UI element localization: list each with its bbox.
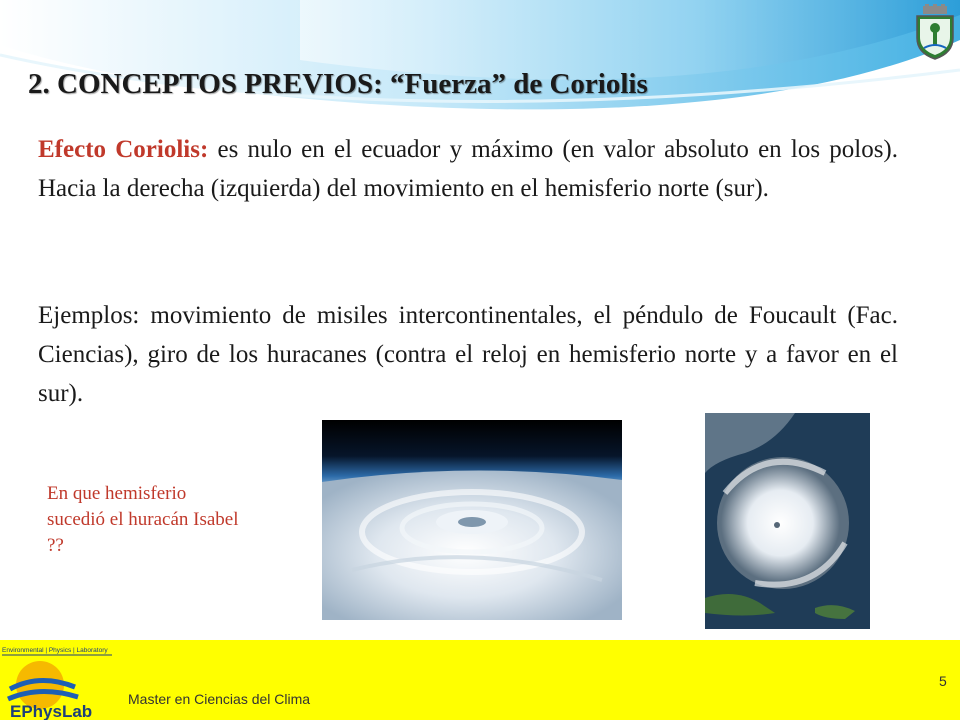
logo-top-text: Environmental | Physics | Laboratory [2,647,108,654]
examples-paragraph: Ejemplos: movimiento de misiles intercontinentales, el péndulo de Foucault (Fac. Ciencias), giro de los huracanes (contra el reloj en hemisferio norte y a favor en el sur). [38,302,898,407]
footer-course-text: Master en Ciencias del Clima [128,691,311,707]
page-number: 5 [939,673,947,689]
ephyslab-logo [0,643,130,720]
crest-icon [914,4,956,60]
logo-name: EPhysLab [10,702,93,720]
slide-title: 2. CONCEPTOS PREVIOS: “Fuerza” de Coriolis [28,68,648,100]
coriolis-definition-paragraph [38,130,898,208]
hurricane-eye-from-space-photo [322,420,622,620]
hurricane-isabel-satellite-photo [705,413,870,629]
coriolis-definition-text: es nulo en el ecuador y máximo (en valor absoluto en los polos). Hacia la derecha (izquierda) del movimiento en el hemisferio norte (sur). [38,136,899,202]
footer-bar [0,640,960,720]
hurricane-question: En que hemisferio sucedió el huracán Isabel ?? [47,483,239,556]
coriolis-term: Efecto Coriolis: [38,136,209,163]
